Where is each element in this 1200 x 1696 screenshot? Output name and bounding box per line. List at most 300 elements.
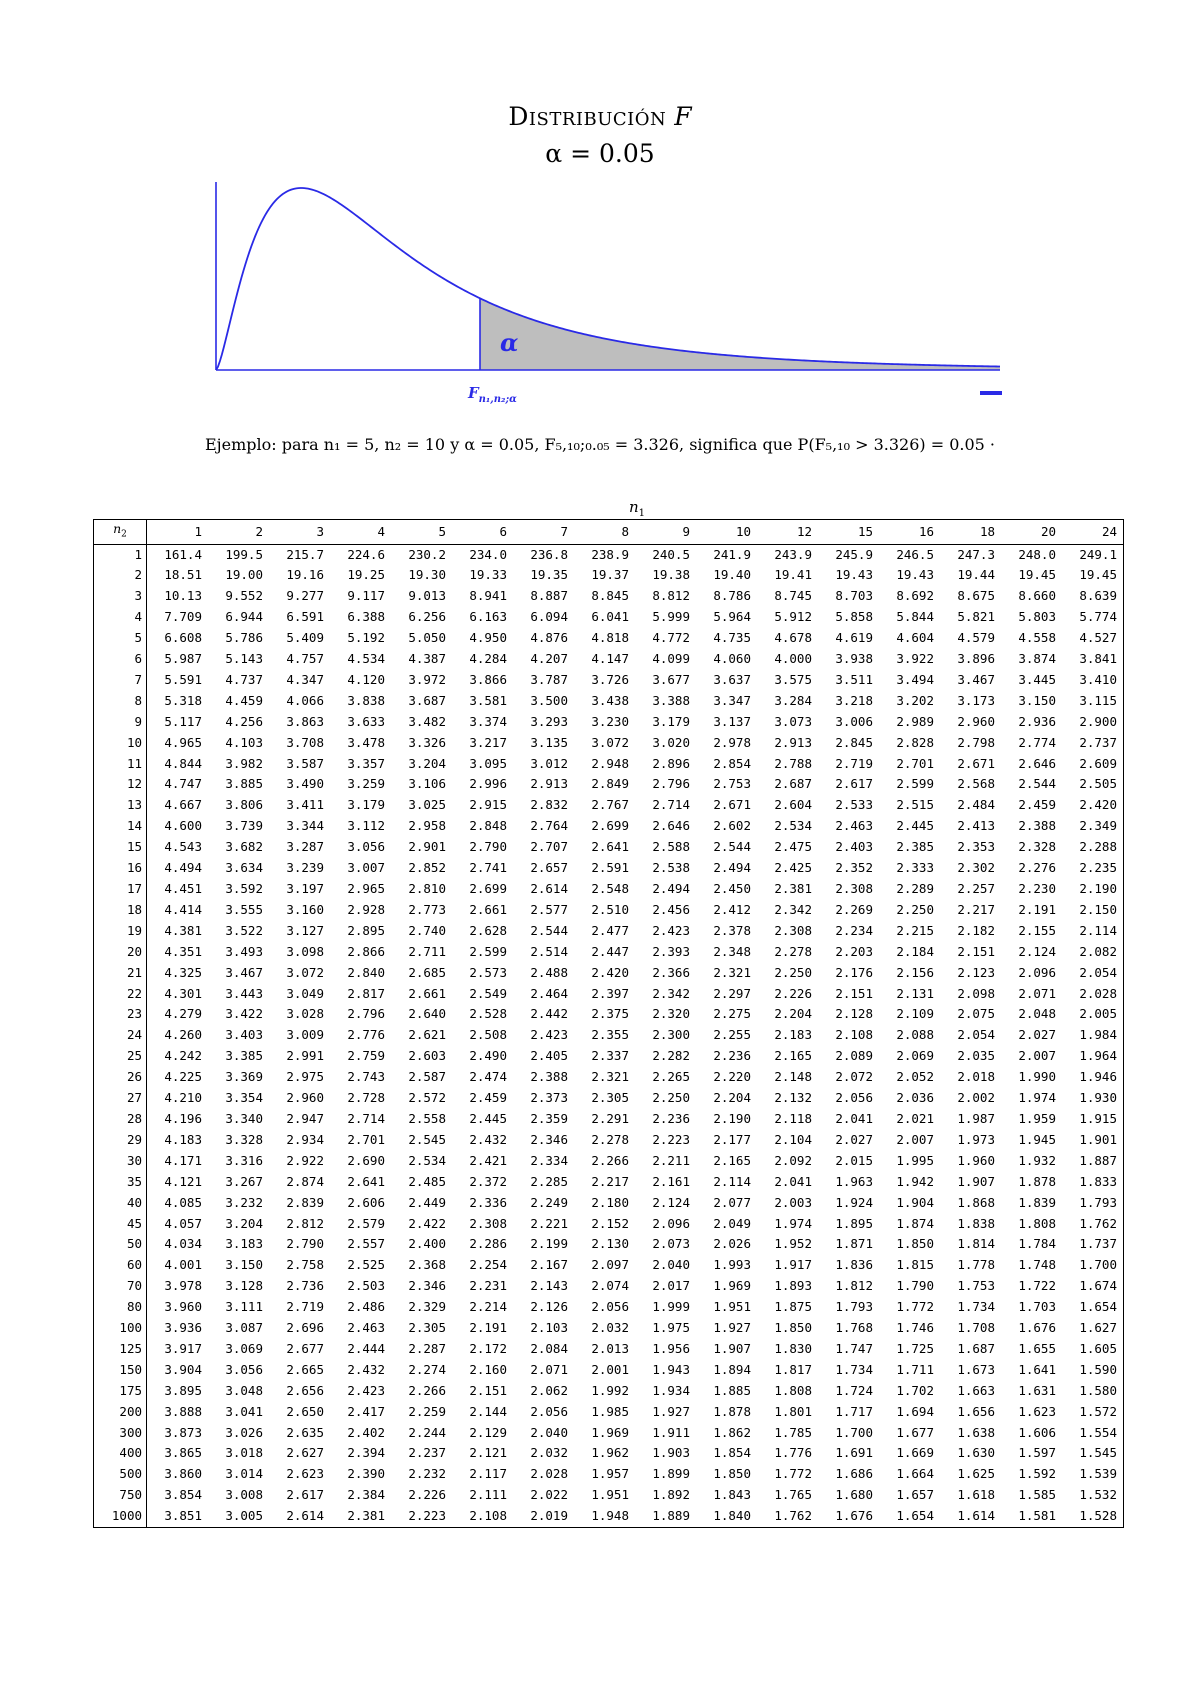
table-cell: 2.019 xyxy=(513,1506,574,1527)
table-cell: 240.5 xyxy=(652,546,690,562)
table-cell: 1.700 xyxy=(835,1424,873,1440)
table-cell: 1.830 xyxy=(774,1340,812,1356)
table-cell: 2.774 xyxy=(1018,734,1056,750)
table-cell: 3.637 xyxy=(713,671,751,687)
table-cell: 2.423 xyxy=(652,922,690,938)
table-cell: 1.676 xyxy=(818,1506,879,1527)
table-cell: 4.120 xyxy=(347,671,385,687)
table-cell: 1.532 xyxy=(1062,1485,1124,1506)
table-cell: 3.374 xyxy=(469,713,507,729)
row-header-n2: 17 xyxy=(94,879,147,900)
table-cell: 2.223 xyxy=(391,1506,452,1527)
table-cell: 2.913 xyxy=(774,734,812,750)
table-cell: 1.942 xyxy=(896,1173,934,1189)
table-cell: 3.555 xyxy=(225,901,263,917)
table-cell: 234.0 xyxy=(469,546,507,562)
table-cell: 1.893 xyxy=(774,1278,812,1294)
table-cell: 2.235 xyxy=(1062,858,1124,879)
table-cell: 2.289 xyxy=(896,881,934,896)
table-cell: 2.991 xyxy=(286,1048,324,1064)
table-cell: 3.328 xyxy=(225,1131,263,1147)
table-cell: 2.041 xyxy=(774,1173,812,1189)
table-cell: 2.308 xyxy=(835,881,873,896)
row-header-n2: 500 xyxy=(94,1464,147,1485)
table-cell: 1.964 xyxy=(1062,1046,1124,1067)
table-cell: 215.7 xyxy=(286,546,324,562)
table-cell: 2.641 xyxy=(591,839,629,855)
table-cell: 2.368 xyxy=(408,1257,446,1273)
table-cell: 8.639 xyxy=(1062,586,1124,607)
table-cell: 1.762 xyxy=(757,1506,818,1527)
table-cell: 2.534 xyxy=(408,1152,446,1168)
table-cell: 2.003 xyxy=(774,1194,812,1210)
row-header-n2: 400 xyxy=(94,1443,147,1464)
column-header-n1-10: 10 xyxy=(696,520,757,545)
table-cell: 2.896 xyxy=(652,755,690,771)
table-cell: 2.677 xyxy=(286,1340,324,1356)
table-cell: 2.591 xyxy=(591,860,629,876)
table-cell: 3.633 xyxy=(347,713,385,729)
table-cell: 3.128 xyxy=(225,1278,263,1294)
row-header-n2: 12 xyxy=(94,774,147,795)
table-cell: 2.736 xyxy=(286,1278,324,1294)
table-cell: 1.664 xyxy=(896,1466,934,1482)
table-cell: 2.432 xyxy=(347,1361,385,1377)
table-cell: 2.378 xyxy=(713,922,751,938)
table-cell: 2.232 xyxy=(408,1466,446,1482)
table-cell: 3.677 xyxy=(652,671,690,687)
table-cell: 1.812 xyxy=(835,1278,873,1294)
table-cell: 1.614 xyxy=(940,1506,1001,1527)
table-cell: 2.180 xyxy=(591,1194,629,1210)
table-cell: 5.409 xyxy=(286,630,324,646)
table-cell: 2.588 xyxy=(652,839,690,855)
table-cell: 2.123 xyxy=(957,964,995,980)
table-cell: 2.599 xyxy=(896,776,934,792)
table-cell: 1.959 xyxy=(1018,1110,1056,1126)
table-cell: 2.285 xyxy=(530,1173,568,1189)
table-cell: 2.640 xyxy=(408,1006,446,1022)
table-cell: 2.114 xyxy=(1062,921,1124,942)
table-cell: 3.347 xyxy=(713,692,751,708)
table-cell: 2.108 xyxy=(835,1027,873,1043)
table-cell: 4.844 xyxy=(164,755,202,771)
table-cell: 199.5 xyxy=(225,546,263,562)
table-cell: 3.854 xyxy=(164,1487,202,1503)
table-cell: 2.121 xyxy=(469,1445,507,1461)
table-cell: 3.197 xyxy=(286,881,324,896)
table-cell: 3.922 xyxy=(896,651,934,667)
table-cell: 1.985 xyxy=(591,1403,629,1419)
table-cell: 1.899 xyxy=(652,1466,690,1482)
table-cell: 1.927 xyxy=(713,1320,751,1336)
table-cell: 2.699 xyxy=(469,881,507,896)
table-row xyxy=(94,1318,1124,1339)
table-cell: 3.135 xyxy=(530,734,568,750)
table-cell: 4.579 xyxy=(957,630,995,646)
table-cell: 1.778 xyxy=(957,1257,995,1273)
table-cell: 2.445 xyxy=(469,1110,507,1126)
table-cell: 2.320 xyxy=(652,1006,690,1022)
table-cell: 3.411 xyxy=(286,797,324,813)
table-cell: 3.056 xyxy=(225,1361,263,1377)
table-cell: 2.342 xyxy=(652,985,690,1001)
table-cell: 230.2 xyxy=(408,546,446,562)
table-cell: 1.874 xyxy=(896,1215,934,1231)
column-header-n1-16: 16 xyxy=(879,520,940,545)
table-cell: 2.150 xyxy=(1062,900,1124,921)
table-cell: 2.719 xyxy=(286,1299,324,1315)
table-row xyxy=(94,1214,1124,1235)
table-cell: 4.494 xyxy=(164,860,202,876)
table-cell: 7.709 xyxy=(164,609,202,625)
table-cell: 2.397 xyxy=(591,985,629,1001)
table-row xyxy=(94,628,1124,649)
table-cell: 3.049 xyxy=(286,985,324,1001)
table-cell: 2.928 xyxy=(347,901,385,917)
table-cell: 2.412 xyxy=(713,901,751,917)
table-cell: 1.878 xyxy=(1018,1173,1056,1189)
table-cell: 4.600 xyxy=(164,818,202,834)
table-cell: 2.204 xyxy=(774,1006,812,1022)
table-cell: 3.634 xyxy=(225,860,263,876)
table-cell: 1.808 xyxy=(774,1382,812,1398)
table-cell: 2.249 xyxy=(530,1194,568,1210)
table-cell: 4.060 xyxy=(713,651,751,667)
table-cell: 224.6 xyxy=(347,546,385,562)
table-cell: 2.124 xyxy=(652,1194,690,1210)
table-cell: 2.463 xyxy=(347,1320,385,1336)
table-cell: 1.581 xyxy=(1001,1506,1062,1527)
table-cell: 2.366 xyxy=(652,964,690,980)
table-cell: 1.840 xyxy=(696,1506,757,1527)
table-cell: 2.960 xyxy=(957,713,995,729)
table-cell: 4.737 xyxy=(225,671,263,687)
table-cell: 1.539 xyxy=(1062,1464,1124,1485)
table-cell: 2.234 xyxy=(835,922,873,938)
table-cell: 3.936 xyxy=(164,1320,202,1336)
table-cell: 3.422 xyxy=(225,1006,263,1022)
table-cell: 2.714 xyxy=(652,797,690,813)
table-cell: 2.054 xyxy=(957,1027,995,1043)
table-cell: 2.661 xyxy=(469,901,507,917)
table-cell: 2.117 xyxy=(469,1466,507,1482)
table-cell: 1.868 xyxy=(957,1194,995,1210)
table-cell: 2.071 xyxy=(530,1361,568,1377)
table-cell: 2.646 xyxy=(1018,755,1056,771)
table-cell: 2.913 xyxy=(530,776,568,792)
table-cell: 5.143 xyxy=(225,651,263,667)
table-cell: 3.316 xyxy=(225,1152,263,1168)
table-cell: 1.960 xyxy=(957,1152,995,1168)
table-cell: 1.793 xyxy=(835,1299,873,1315)
table-cell: 3.028 xyxy=(286,1006,324,1022)
table-cell: 1.973 xyxy=(957,1131,995,1147)
f-distribution-figure xyxy=(180,182,1020,412)
table-cell: 3.072 xyxy=(591,734,629,750)
table-cell: 8.887 xyxy=(530,588,568,604)
table-cell: 2.587 xyxy=(408,1069,446,1085)
table-cell: 2.244 xyxy=(408,1424,446,1440)
table-cell: 1.674 xyxy=(1062,1276,1124,1297)
table-cell: 2.237 xyxy=(408,1445,446,1461)
table-cell: 6.163 xyxy=(469,609,507,625)
row-header-n2: 7 xyxy=(94,670,147,691)
table-cell: 1.987 xyxy=(957,1110,995,1126)
table-cell: 6.944 xyxy=(225,609,263,625)
table-cell: 1.814 xyxy=(957,1236,995,1252)
table-cell: 3.160 xyxy=(286,901,324,917)
table-cell: 1.700 xyxy=(1062,1255,1124,1276)
table-cell: 2.545 xyxy=(408,1131,446,1147)
table-cell: 2.422 xyxy=(408,1215,446,1231)
table-cell: 4.000 xyxy=(774,651,812,667)
table-cell: 2.130 xyxy=(591,1236,629,1252)
table-row xyxy=(94,1130,1124,1151)
table-cell: 3.500 xyxy=(530,692,568,708)
table-cell: 2.764 xyxy=(530,818,568,834)
table-cell: 1.691 xyxy=(835,1445,873,1461)
row-header-n2: 27 xyxy=(94,1088,147,1109)
table-cell: 5.821 xyxy=(957,609,995,625)
table-cell: 3.841 xyxy=(1062,649,1124,670)
table-cell: 2.336 xyxy=(469,1194,507,1210)
table-cell: 3.026 xyxy=(225,1424,263,1440)
table-cell: 3.284 xyxy=(774,692,812,708)
table-cell: 1.748 xyxy=(1018,1257,1056,1273)
table-cell: 1.889 xyxy=(635,1506,696,1527)
table-cell: 2.054 xyxy=(1062,963,1124,984)
table-cell: 1.946 xyxy=(1062,1067,1124,1088)
table-cell: 2.321 xyxy=(713,964,751,980)
table-cell: 5.117 xyxy=(164,713,202,729)
table-cell: 2.641 xyxy=(347,1173,385,1189)
table-cell: 2.773 xyxy=(408,901,446,917)
table-cell: 241.9 xyxy=(713,546,751,562)
table-cell: 3.179 xyxy=(347,797,385,813)
table-cell: 2.577 xyxy=(530,901,568,917)
table-cell: 2.707 xyxy=(530,839,568,855)
table-cell: 2.346 xyxy=(408,1278,446,1294)
table-cell: 1.951 xyxy=(591,1487,629,1503)
row-header-n2: 2 xyxy=(94,565,147,586)
table-cell: 3.851 xyxy=(147,1506,209,1527)
table-cell: 2.109 xyxy=(896,1006,934,1022)
table-cell: 1.843 xyxy=(713,1487,751,1503)
table-cell: 1.702 xyxy=(896,1382,934,1398)
table-cell: 2.236 xyxy=(652,1110,690,1126)
column-header-n1-8: 8 xyxy=(574,520,635,545)
table-cell: 1.638 xyxy=(957,1424,995,1440)
table-cell: 2.269 xyxy=(835,901,873,917)
table-cell: 2.895 xyxy=(347,922,385,938)
table-cell: 1.850 xyxy=(774,1320,812,1336)
table-cell: 2.007 xyxy=(1018,1048,1056,1064)
table-cell: 3.173 xyxy=(957,692,995,708)
table-cell: 1.838 xyxy=(957,1215,995,1231)
table-cell: 2.388 xyxy=(530,1069,568,1085)
table-row xyxy=(94,1067,1124,1088)
table-cell: 2.302 xyxy=(957,860,995,876)
table-cell: 1.625 xyxy=(957,1466,995,1482)
table-cell: 1.686 xyxy=(835,1466,873,1482)
table-cell: 5.964 xyxy=(713,609,751,625)
table-cell: 2.096 xyxy=(652,1215,690,1231)
table-cell: 2.420 xyxy=(591,964,629,980)
table-cell: 2.572 xyxy=(408,1090,446,1106)
table-row xyxy=(94,607,1124,628)
table-cell: 4.381 xyxy=(164,922,202,938)
example-text: Ejemplo: para n₁ = 5, n₂ = 10 y α = 0.05, F₅,₁₀;₀.₀₅ = 3.326, significa que P(F₅,₁₀ > 3.326) = 0.05 · xyxy=(205,435,995,454)
table-cell: 2.413 xyxy=(957,818,995,834)
table-cell: 2.114 xyxy=(713,1173,751,1189)
table-cell: 2.464 xyxy=(530,985,568,1001)
table-cell: 2.337 xyxy=(591,1048,629,1064)
table-cell: 2.040 xyxy=(530,1424,568,1440)
critical-value-label: $F_{n_1,n_2;\alpha}$ xyxy=(468,384,517,405)
table-cell: 2.390 xyxy=(347,1466,385,1482)
table-cell: 3.726 xyxy=(591,671,629,687)
table-cell: 1.995 xyxy=(896,1152,934,1168)
table-cell: 3.410 xyxy=(1062,670,1124,691)
table-cell: 2.359 xyxy=(530,1110,568,1126)
table-cell: 4.034 xyxy=(164,1236,202,1252)
table-cell: 1.850 xyxy=(713,1466,751,1482)
table-cell: 2.947 xyxy=(286,1110,324,1126)
table-cell: 3.020 xyxy=(652,734,690,750)
table-cell: 2.250 xyxy=(774,964,812,980)
table-cell: 3.202 xyxy=(896,692,934,708)
table-cell: 1.772 xyxy=(774,1466,812,1482)
table-cell: 2.082 xyxy=(1062,942,1124,963)
table-cell: 8.703 xyxy=(835,588,873,604)
table-cell: 1.839 xyxy=(1018,1194,1056,1210)
table-cell: 2.474 xyxy=(469,1069,507,1085)
table-cell: 3.232 xyxy=(225,1194,263,1210)
table-cell: 3.806 xyxy=(225,797,263,813)
row-header-n2: 30 xyxy=(94,1151,147,1172)
table-cell: 2.199 xyxy=(530,1236,568,1252)
table-cell: 4.950 xyxy=(469,630,507,646)
table-cell: 2.449 xyxy=(408,1194,446,1210)
table-cell: 4.619 xyxy=(835,630,873,646)
table-cell: 2.305 xyxy=(591,1090,629,1106)
table-cell: 5.803 xyxy=(1018,609,1056,625)
table-cell: 3.098 xyxy=(286,943,324,959)
alpha-label: α xyxy=(500,328,519,357)
table-cell: 2.548 xyxy=(591,881,629,896)
table-cell: 2.687 xyxy=(774,776,812,792)
table-cell: 1.990 xyxy=(1018,1069,1056,1085)
table-cell: 2.525 xyxy=(347,1257,385,1273)
table-cell: 8.692 xyxy=(896,588,934,604)
table-cell: 3.007 xyxy=(347,860,385,876)
table-cell: 3.592 xyxy=(225,881,263,896)
table-cell: 2.490 xyxy=(469,1048,507,1064)
table-cell: 2.533 xyxy=(835,797,873,813)
table-cell: 2.628 xyxy=(469,922,507,938)
table-cell: 3.287 xyxy=(286,839,324,855)
column-header-n1-7: 7 xyxy=(513,520,574,545)
table-cell: 1.676 xyxy=(1018,1320,1056,1336)
table-cell: 2.866 xyxy=(347,943,385,959)
table-cell: 4.279 xyxy=(164,1006,202,1022)
table-cell: 2.810 xyxy=(408,881,446,896)
table-cell: 2.743 xyxy=(347,1069,385,1085)
table-cell: 3.482 xyxy=(408,713,446,729)
table-cell: 2.266 xyxy=(591,1152,629,1168)
table-cell: 3.008 xyxy=(225,1487,263,1503)
table-cell: 3.005 xyxy=(208,1506,269,1527)
row-header-n2: 9 xyxy=(94,712,147,733)
table-cell: 2.124 xyxy=(1018,943,1056,959)
table-cell: 2.220 xyxy=(713,1069,751,1085)
table-cell: 2.848 xyxy=(469,818,507,834)
table-cell: 4.876 xyxy=(530,630,568,646)
table-cell: 2.965 xyxy=(347,881,385,896)
table-cell: 19.43 xyxy=(896,567,934,583)
table-cell: 243.9 xyxy=(774,546,812,562)
table-cell: 2.211 xyxy=(652,1152,690,1168)
title-variable: F xyxy=(674,102,692,131)
table-cell: 1.901 xyxy=(1062,1130,1124,1151)
table-cell: 2.719 xyxy=(835,755,873,771)
table-cell: 2.152 xyxy=(591,1215,629,1231)
table-cell: 2.475 xyxy=(774,839,812,855)
table-cell: 3.006 xyxy=(835,713,873,729)
table-cell: 2.400 xyxy=(408,1236,446,1252)
table-cell: 3.012 xyxy=(530,755,568,771)
table-cell: 3.127 xyxy=(286,922,324,938)
table-cell: 1.850 xyxy=(896,1236,934,1252)
table-cell: 3.388 xyxy=(652,692,690,708)
table-cell: 1.956 xyxy=(652,1340,690,1356)
table-cell: 4.451 xyxy=(164,881,202,896)
table-cell: 3.493 xyxy=(225,943,263,959)
table-cell: 3.443 xyxy=(225,985,263,1001)
table-cell: 2.657 xyxy=(530,860,568,876)
table-cell: 3.204 xyxy=(408,755,446,771)
table-cell: 2.027 xyxy=(1018,1027,1056,1043)
table-cell: 5.858 xyxy=(835,609,873,625)
row-header-n2: 4 xyxy=(94,607,147,628)
table-cell: 2.960 xyxy=(286,1090,324,1106)
table-cell: 1.801 xyxy=(774,1403,812,1419)
table-cell: 2.191 xyxy=(469,1320,507,1336)
table-cell: 2.798 xyxy=(957,734,995,750)
row-header-n2: 29 xyxy=(94,1130,147,1151)
table-cell: 2.796 xyxy=(347,1006,385,1022)
table-cell: 3.494 xyxy=(896,671,934,687)
table-cell: 2.515 xyxy=(896,797,934,813)
table-cell: 2.650 xyxy=(286,1403,324,1419)
table-cell: 4.667 xyxy=(164,797,202,813)
table-cell: 2.701 xyxy=(896,755,934,771)
table-cell: 2.001 xyxy=(591,1361,629,1377)
table-cell: 1.943 xyxy=(652,1361,690,1377)
table-cell: 2.052 xyxy=(896,1069,934,1085)
table-cell: 2.275 xyxy=(713,1006,751,1022)
table-cell: 2.278 xyxy=(591,1131,629,1147)
table-cell: 2.096 xyxy=(1018,964,1056,980)
table-row xyxy=(94,1004,1124,1025)
table-cell: 2.614 xyxy=(530,881,568,896)
table-row xyxy=(94,1423,1124,1444)
table-cell: 6.591 xyxy=(286,609,324,625)
table-cell: 2.021 xyxy=(896,1110,934,1126)
table-cell: 2.032 xyxy=(530,1445,568,1461)
table-cell: 2.635 xyxy=(286,1424,324,1440)
